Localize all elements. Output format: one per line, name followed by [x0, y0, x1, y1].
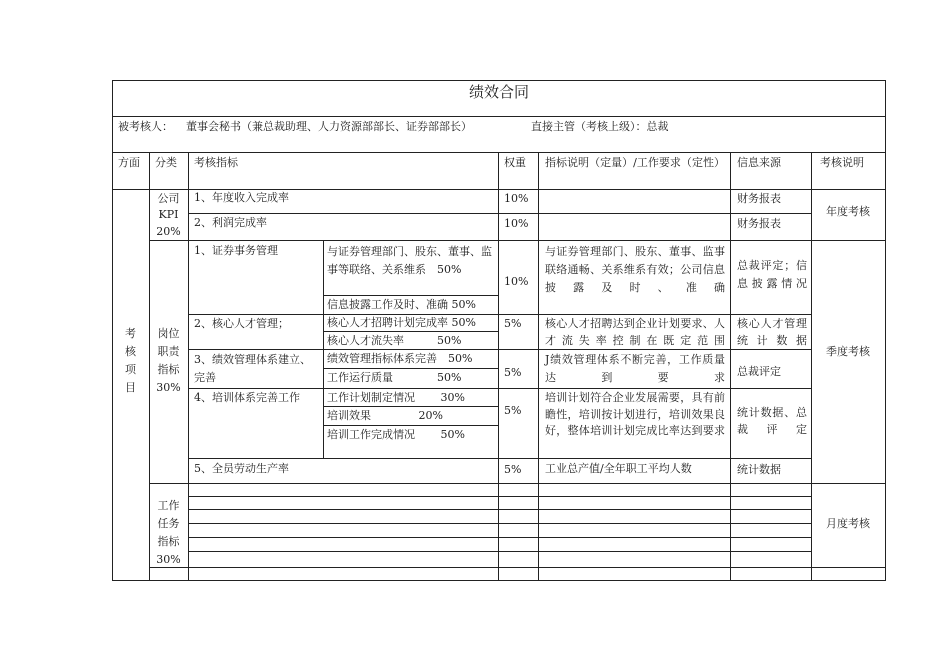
note-annual: 年度考核 [826, 205, 870, 218]
category-company-kpi: 公司 [157, 192, 180, 205]
indicator-core-talent: 2、核心人才管理； [194, 317, 289, 330]
weight-training-system: 5% [504, 404, 522, 417]
column-header-note: 考核说明 [820, 156, 864, 169]
aspect-label-char: 考 [125, 327, 136, 340]
category-post-duty: 指标 [157, 363, 180, 376]
rule [188, 537, 811, 538]
sub-indicator: 培训工作完成情况 50% [327, 428, 465, 441]
rule [498, 152, 499, 581]
rule [112, 580, 886, 581]
sub-indicator: 工作计划制定情况 30% [327, 391, 465, 404]
column-header-aspect: 方面 [118, 156, 140, 169]
weight-labor-productivity: 5% [504, 463, 522, 476]
rule [112, 152, 886, 153]
rule [323, 406, 498, 407]
rule [323, 368, 498, 369]
rule [149, 240, 886, 241]
aspect-label-char: 核 [125, 345, 136, 358]
description-labor-productivity: 工业总产值/全年职工平均人数 [545, 462, 692, 475]
source-core-talent: 核心人才管理统计数据 [737, 317, 807, 347]
indicator-performance-system: 3、绩效管理体系建立、完善 [194, 353, 311, 384]
sub-indicator: 工作运行质量 50% [327, 371, 462, 384]
note-monthly: 月度考核 [826, 517, 870, 530]
column-header-weight: 权重 [504, 156, 526, 169]
category-work-task: 30% [156, 553, 181, 566]
note-quarterly: 季度考核 [826, 345, 870, 358]
category-work-task: 工作 [157, 499, 180, 512]
source-labor-productivity: 统计数据 [737, 463, 781, 476]
category-company-kpi: 20% [156, 225, 181, 238]
category-post-duty: 岗位 [157, 327, 180, 340]
aspect-label-char: 项 [125, 363, 136, 376]
sub-indicator: 核心人才招聘计划完成率 50% [327, 316, 476, 329]
description-performance-system: J绩效管理体系不断完善，工作质量达到要求 [545, 353, 725, 384]
rule [188, 551, 811, 552]
rule [538, 152, 539, 581]
indicator-profit: 2、利润完成率 [194, 216, 267, 229]
assessee-label: 被考核人： [118, 120, 173, 133]
category-post-duty: 职责 [157, 345, 180, 358]
weight-performance-system: 5% [504, 366, 522, 379]
sub-indicator: 与证券管理部门、股东、董事、监事等联络、关系维系 50% [327, 245, 492, 276]
category-work-task: 任务 [157, 517, 180, 530]
category-work-task: 指标 [157, 535, 180, 548]
indicator-annual-revenue: 1、年度收入完成率 [194, 191, 289, 204]
sub-indicator: 核心人才流失率 50% [327, 334, 462, 347]
indicator-labor-productivity: 5、全员劳动生产率 [194, 462, 289, 475]
indicator-training-system: 4、培训体系完善工作 [194, 391, 300, 404]
column-header-indicator: 考核指标 [194, 156, 238, 169]
category-company-kpi: KPI [158, 208, 179, 221]
rule [112, 80, 886, 81]
rule [323, 331, 498, 332]
rule [730, 152, 731, 581]
source-training-system: 统计数据、总裁评定 [737, 406, 807, 436]
rule [188, 523, 811, 524]
weight-securities-affairs: 10% [504, 275, 529, 288]
source-profit: 财务报表 [737, 217, 781, 230]
category-post-duty: 30% [156, 381, 181, 394]
rule [323, 425, 498, 426]
rule [188, 388, 811, 389]
sub-indicator: 绩效管理指标体系完善 50% [327, 352, 473, 365]
rule [188, 349, 811, 350]
aspect-label-char: 目 [125, 381, 136, 394]
weight-profit: 10% [504, 217, 529, 230]
rule [323, 295, 498, 296]
rule [149, 567, 886, 568]
document-title: 绩效合同 [468, 83, 529, 101]
rule [323, 240, 324, 458]
weight-core-talent: 5% [504, 317, 522, 330]
source-annual-revenue: 财务报表 [737, 192, 781, 205]
source-performance-system: 总裁评定 [737, 365, 781, 378]
rule [149, 483, 886, 484]
column-header-description: 指标说明（定量）/工作要求（定性） [545, 156, 725, 169]
rule [188, 458, 811, 459]
description-training-system: 培训计划符合企业发展需要，具有前瞻性，培训按计划进行，培训效果良好，整体培训计划完成比率达到要求 [545, 391, 725, 437]
description-core-talent: 核心人才招聘达到企业计划要求、人才流失率控制在既定范围 [545, 317, 725, 347]
assessee-value: 董事会秘书（兼总裁助理、人力资源部部长、证券部部长） [186, 120, 472, 133]
sub-indicator: 培训效果 20% [327, 409, 443, 422]
column-header-source: 信息来源 [737, 156, 781, 169]
weight-annual-revenue: 10% [504, 192, 529, 205]
rule [188, 496, 811, 497]
column-header-category: 分类 [155, 156, 177, 169]
rule [188, 213, 811, 214]
indicator-securities-affairs: 1、证券事务管理 [194, 244, 278, 257]
rule [885, 80, 886, 581]
rule [188, 509, 811, 510]
supervisor-info: 直接主管（考核上级）：总裁 [531, 120, 669, 133]
rule [188, 152, 189, 581]
source-securities-affairs: 总裁评定；信息披露情况 [737, 259, 807, 290]
sub-indicator: 信息披露工作及时、准确 50% [327, 298, 476, 311]
rule [112, 116, 886, 117]
description-securities-affairs: 与证券管理部门、股东、董事、监事联络通畅、关系维系有效；公司信息披露及时、准确 [545, 245, 725, 294]
